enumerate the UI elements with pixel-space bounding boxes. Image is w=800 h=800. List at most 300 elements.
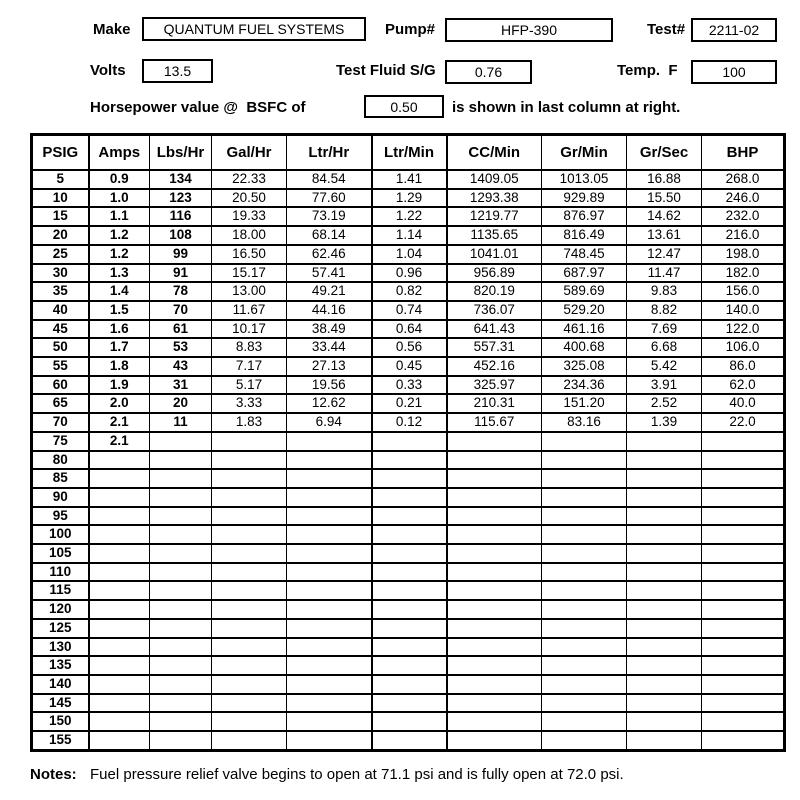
table-cell: 140.0 [702,301,785,320]
table-cell: 115.67 [447,413,542,432]
table-cell: 1041.01 [447,245,542,264]
column-header: PSIG [32,135,89,171]
table-cell: 9.83 [627,282,702,301]
table-cell [89,638,150,657]
table-cell: 83.16 [542,413,627,432]
table-cell: 0.12 [372,413,447,432]
table-cell: 65 [32,394,89,413]
table-cell: 106.0 [702,338,785,357]
table-row [32,301,785,320]
table-cell: 115 [32,581,89,600]
test-number-value-box: 2211-02 [691,18,777,42]
table-cell: 22.0 [702,413,785,432]
table-cell: 140 [32,675,89,694]
table-cell: 19.56 [287,376,372,395]
table-cell [89,563,150,582]
make-label: Make [93,21,131,38]
table-cell [287,544,372,563]
table-cell [150,525,212,544]
table-row [32,432,785,451]
table-cell: 11.67 [212,301,287,320]
table-cell: 182.0 [702,264,785,283]
table-cell [150,544,212,563]
table-cell [447,563,542,582]
table-cell: 1.1 [89,207,150,226]
table-cell [447,600,542,619]
table-cell [212,581,287,600]
table-cell [447,731,542,750]
column-header: Gal/Hr [212,135,287,171]
table-cell [372,638,447,657]
table-cell: 110 [32,563,89,582]
table-cell [447,488,542,507]
table-cell [150,507,212,526]
column-header: BHP [702,135,785,171]
table-cell [89,544,150,563]
table-cell: 91 [150,264,212,283]
table-cell [447,507,542,526]
table-cell [627,581,702,600]
table-cell: 1.39 [627,413,702,432]
table-cell: 15.17 [212,264,287,283]
table-cell: 216.0 [702,226,785,245]
table-cell [702,432,785,451]
table-cell: 14.62 [627,207,702,226]
table-cell [627,712,702,731]
table-cell: 78 [150,282,212,301]
table-cell [447,712,542,731]
table-cell [372,656,447,675]
table-cell [150,638,212,657]
temp-f-value-box: 100 [691,60,777,84]
table-cell: 8.82 [627,301,702,320]
table-cell: 20 [32,226,89,245]
table-cell [212,488,287,507]
table-cell [150,656,212,675]
table-cell: 6.94 [287,413,372,432]
table-cell [702,507,785,526]
table-row [32,357,785,376]
table-cell [702,638,785,657]
table-cell [372,619,447,638]
table-cell: 2.1 [89,413,150,432]
table-cell [702,563,785,582]
table-row [32,189,785,208]
table-cell: 57.41 [287,264,372,283]
table-cell: 85 [32,469,89,488]
table-cell: 1.8 [89,357,150,376]
table-cell [627,432,702,451]
table-cell: 929.89 [542,189,627,208]
table-cell [287,581,372,600]
table-cell: 3.33 [212,394,287,413]
table-row [32,525,785,544]
table-cell [627,451,702,470]
table-cell [542,675,627,694]
table-cell: 20 [150,394,212,413]
table-cell: 736.07 [447,301,542,320]
table-cell: 99 [150,245,212,264]
table-cell [702,525,785,544]
pump-number-value-box: HFP-390 [445,18,613,42]
pump-number-label: Pump# [385,21,436,38]
table-cell: 0.21 [372,394,447,413]
table-cell [287,525,372,544]
table-cell [150,432,212,451]
table-cell [89,488,150,507]
table-cell: 30 [32,264,89,283]
table-cell: 61 [150,320,212,339]
table-cell: 1.41 [372,170,447,189]
table-cell [89,507,150,526]
table-cell: 210.31 [447,394,542,413]
table-cell: 120 [32,600,89,619]
table-cell [287,619,372,638]
table-cell: 105 [32,544,89,563]
table-cell: 134 [150,170,212,189]
table-cell [627,675,702,694]
table-cell [372,712,447,731]
table-cell [372,694,447,713]
table-cell: 13.61 [627,226,702,245]
table-cell: 151.20 [542,394,627,413]
table-cell: 11 [150,413,212,432]
table-row [32,413,785,432]
table-cell [542,469,627,488]
table-cell: 16.50 [212,245,287,264]
table-cell: 125 [32,619,89,638]
table-cell: 80 [32,451,89,470]
table-cell: 1.7 [89,338,150,357]
table-cell [372,488,447,507]
table-cell: 325.08 [542,357,627,376]
table-cell: 198.0 [702,245,785,264]
table-cell: 5.17 [212,376,287,395]
test-fluid-sg-label: Test Fluid S/G [336,62,436,79]
table-cell: 16.88 [627,170,702,189]
table-cell [212,600,287,619]
table-cell: 55 [32,357,89,376]
table-cell [212,656,287,675]
table-cell: 5 [32,170,89,189]
table-cell: 452.16 [447,357,542,376]
table-cell [287,712,372,731]
table-cell [447,638,542,657]
table-cell [542,507,627,526]
table-cell: 145 [32,694,89,713]
table-cell [702,694,785,713]
table-cell: 1219.77 [447,207,542,226]
table-cell [627,638,702,657]
table-cell [89,600,150,619]
table-cell: 1.9 [89,376,150,395]
table-cell [542,488,627,507]
table-cell: 461.16 [542,320,627,339]
table-cell [447,525,542,544]
table-cell [287,638,372,657]
table-cell: 816.49 [542,226,627,245]
table-cell: 108 [150,226,212,245]
table-cell: 687.97 [542,264,627,283]
table-cell: 1.3 [89,264,150,283]
table-cell: 8.83 [212,338,287,357]
table-cell: 50 [32,338,89,357]
table-cell: 2.52 [627,394,702,413]
table-row [32,394,785,413]
table-cell [372,525,447,544]
table-cell [150,675,212,694]
table-cell: 557.31 [447,338,542,357]
table-cell: 135 [32,656,89,675]
table-cell [212,694,287,713]
table-cell: 820.19 [447,282,542,301]
table-cell: 234.36 [542,376,627,395]
table-cell [702,451,785,470]
table-cell [627,488,702,507]
table-cell [89,581,150,600]
table-cell [542,656,627,675]
table-cell [150,469,212,488]
table-cell: 150 [32,712,89,731]
table-cell: 84.54 [287,170,372,189]
table-cell [287,731,372,750]
table-cell [150,451,212,470]
table-cell: 60 [32,376,89,395]
table-cell [372,731,447,750]
table-cell: 10 [32,189,89,208]
table-cell [287,488,372,507]
table-cell: 325.97 [447,376,542,395]
column-header: Ltr/Min [372,135,447,171]
table-cell [627,694,702,713]
table-cell [287,432,372,451]
table-cell: 100 [32,525,89,544]
table-cell [542,638,627,657]
table-cell: 95 [32,507,89,526]
table-cell: 2.0 [89,394,150,413]
table-cell: 35 [32,282,89,301]
table-cell [287,507,372,526]
table-cell: 43 [150,357,212,376]
table-cell: 123 [150,189,212,208]
table-cell [627,600,702,619]
column-header: Gr/Min [542,135,627,171]
table-cell [372,507,447,526]
table-cell [150,563,212,582]
table-cell [89,619,150,638]
table-cell: 12.62 [287,394,372,413]
table-cell [542,432,627,451]
table-cell [627,656,702,675]
table-cell [542,525,627,544]
table-cell: 1.5 [89,301,150,320]
volts-value-box: 13.5 [142,59,213,83]
column-header: Ltr/Hr [287,135,372,171]
table-cell [287,469,372,488]
table-cell [212,469,287,488]
table-row [32,619,785,638]
table-cell [150,619,212,638]
table-cell: 10.17 [212,320,287,339]
table-cell: 0.82 [372,282,447,301]
table-cell [287,675,372,694]
table-cell: 1409.05 [447,170,542,189]
table-cell: 1.83 [212,413,287,432]
table-cell [372,432,447,451]
table-cell [150,581,212,600]
table-cell [447,581,542,600]
table-cell: 18.00 [212,226,287,245]
table-cell: 12.47 [627,245,702,264]
table-row [32,563,785,582]
table-row [32,245,785,264]
table-cell [372,544,447,563]
table-cell: 38.49 [287,320,372,339]
table-cell: 3.91 [627,376,702,395]
table-cell [447,469,542,488]
table-cell [702,712,785,731]
table-row [32,731,785,750]
column-header: CC/Min [447,135,542,171]
table-cell: 75 [32,432,89,451]
table-cell: 246.0 [702,189,785,208]
table-cell: 589.69 [542,282,627,301]
table-cell: 529.20 [542,301,627,320]
temp-f-label: Temp. F [617,62,678,79]
table-cell [542,619,627,638]
column-header: Gr/Sec [627,135,702,171]
table-cell [372,581,447,600]
table-row [32,207,785,226]
test-number-label: Test# [647,21,686,38]
table-cell [372,563,447,582]
table-cell [212,507,287,526]
table-cell [702,544,785,563]
table-row [32,488,785,507]
table-cell [542,451,627,470]
table-cell [150,488,212,507]
table-cell: 748.45 [542,245,627,264]
table-cell [542,731,627,750]
table-cell [627,525,702,544]
table-cell [447,544,542,563]
table-cell [212,638,287,657]
table-row [32,264,785,283]
table-cell: 86.0 [702,357,785,376]
table-cell [542,712,627,731]
table-cell [447,694,542,713]
table-cell: 130 [32,638,89,657]
table-cell [212,619,287,638]
table-cell [212,731,287,750]
table-cell: 1.29 [372,189,447,208]
table-row [32,675,785,694]
table-row [32,712,785,731]
table-row [32,581,785,600]
table-cell: 49.21 [287,282,372,301]
table-cell: 0.74 [372,301,447,320]
table-cell [212,712,287,731]
table-cell: 77.60 [287,189,372,208]
table-cell: 70 [32,413,89,432]
table-cell [627,619,702,638]
table-cell: 641.43 [447,320,542,339]
table-cell: 33.44 [287,338,372,357]
table-cell: 62.0 [702,376,785,395]
table-cell: 232.0 [702,207,785,226]
table-cell [372,469,447,488]
table-cell [702,656,785,675]
table-cell: 0.45 [372,357,447,376]
table-cell: 68.14 [287,226,372,245]
make-value-box: QUANTUM FUEL SYSTEMS [142,17,366,41]
table-cell: 0.64 [372,320,447,339]
volts-label: Volts [90,62,126,79]
table-cell: 22.33 [212,170,287,189]
table-cell [372,675,447,694]
table-cell [627,469,702,488]
column-header: Lbs/Hr [150,135,212,171]
table-cell [212,451,287,470]
table-cell [542,563,627,582]
table-cell: 0.56 [372,338,447,357]
table-cell [542,600,627,619]
table-cell: 1013.05 [542,170,627,189]
table-cell [89,675,150,694]
table-cell [542,544,627,563]
column-header: Amps [89,135,150,171]
table-cell: 122.0 [702,320,785,339]
table-cell [447,675,542,694]
table-row [32,469,785,488]
table-row [32,507,785,526]
table-cell: 0.9 [89,170,150,189]
table-cell [212,563,287,582]
flow-data-table [30,133,786,752]
table-cell [372,451,447,470]
table-cell: 45 [32,320,89,339]
test-fluid-sg-value-box: 0.76 [445,60,532,84]
table-row [32,451,785,470]
table-cell: 73.19 [287,207,372,226]
table-cell: 956.89 [447,264,542,283]
table-row [32,226,785,245]
table-cell: 44.16 [287,301,372,320]
bsfc-value-box: 0.50 [364,95,444,118]
table-cell [89,694,150,713]
table-cell [287,451,372,470]
table-cell: 6.68 [627,338,702,357]
table-cell: 31 [150,376,212,395]
table-cell: 15.50 [627,189,702,208]
table-cell: 0.96 [372,264,447,283]
table-row [32,600,785,619]
table-cell [447,619,542,638]
table-cell: 1135.65 [447,226,542,245]
table-cell [447,432,542,451]
table-cell: 13.00 [212,282,287,301]
table-cell [89,469,150,488]
table-cell: 0.33 [372,376,447,395]
table-cell: 1.14 [372,226,447,245]
table-cell: 19.33 [212,207,287,226]
table-cell [702,619,785,638]
table-row [32,656,785,675]
table-cell: 53 [150,338,212,357]
table-cell [150,731,212,750]
table-row [32,282,785,301]
table-row [32,694,785,713]
